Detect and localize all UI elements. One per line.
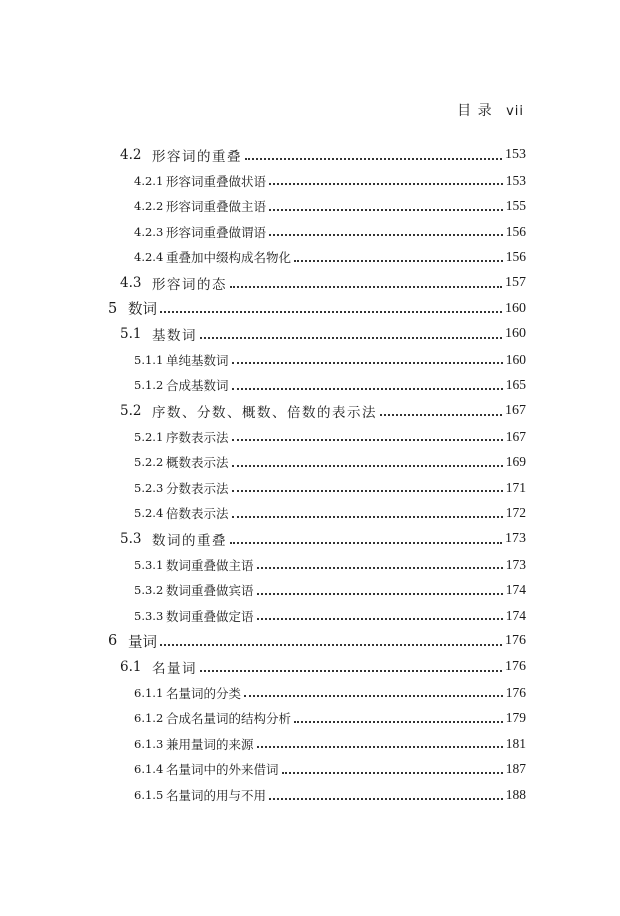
toc-entry-title: 数词重叠做定语 (166, 608, 254, 624)
dot-leader (269, 182, 503, 185)
toc-entry-title: 数词 (128, 302, 157, 319)
toc-entry-page: 181 (505, 735, 526, 751)
dot-leader (257, 745, 503, 748)
toc-entry-title: 数词重叠做主语 (166, 557, 254, 573)
toc-entry-number: 6 (108, 633, 118, 650)
dot-leader (232, 438, 503, 441)
dot-leader (269, 233, 503, 236)
dot-leader (257, 592, 503, 595)
toc-entry-page: 153 (505, 172, 526, 188)
dot-leader (282, 771, 503, 774)
toc-entry-page: 160 (505, 351, 526, 367)
toc-entry-page: 176 (505, 633, 526, 649)
toc-entry (120, 142, 526, 168)
dot-leader (200, 669, 502, 672)
toc-entry-title: 序数表示法 (166, 429, 229, 445)
toc-entry (134, 782, 526, 808)
dot-leader (160, 310, 502, 313)
toc-entry-title: 形容词重叠做状语 (166, 173, 267, 189)
toc-entry-number: 6.1.4 (134, 762, 164, 777)
header-title: 目 录 (457, 103, 493, 119)
toc-entry-page: 165 (505, 377, 526, 393)
toc-entry-title: 单纯基数词 (166, 352, 229, 368)
toc-entry-page: 174 (505, 582, 526, 598)
toc-entry-title: 合成基数词 (166, 378, 229, 394)
toc-entry-title: 数词重叠做宾语 (166, 583, 254, 599)
toc-entry (108, 628, 526, 654)
toc-entry-page: 176 (505, 659, 526, 674)
toc-entry-page: 171 (505, 479, 526, 495)
toc-entry-page: 173 (505, 556, 526, 572)
toc-entry-number: 6.1.3 (134, 736, 164, 751)
dot-leader (232, 515, 503, 518)
dot-leader (257, 617, 503, 620)
toc-entry (134, 500, 526, 526)
toc-entry-page: 155 (505, 198, 526, 214)
toc-entry-number: 5.2 (120, 403, 142, 419)
toc-entry-number: 5.2.3 (134, 480, 164, 495)
toc-entry (134, 219, 526, 245)
toc-entry-title: 合成名量词的结构分析 (166, 711, 292, 727)
toc-entry-title: 形容词的重叠 (152, 149, 242, 165)
toc-entry-page: 157 (505, 275, 526, 290)
toc-entry (134, 731, 526, 757)
dot-leader (294, 720, 503, 723)
toc-entry (120, 526, 526, 552)
dot-leader (232, 464, 503, 467)
toc-entry-number: 5 (108, 300, 118, 317)
toc-entry-title: 基数词 (152, 328, 197, 345)
dot-leader (230, 541, 502, 544)
toc-entry-number: 6.1.1 (134, 685, 164, 700)
toc-entry-title: 形容词重叠做主语 (166, 199, 267, 215)
toc-entry (134, 424, 526, 450)
toc-entry-number: 4.2 (120, 147, 142, 163)
header-page-number: vii (506, 104, 524, 119)
toc-entry-title: 形容词的态 (152, 277, 227, 293)
toc-entry (120, 654, 526, 680)
toc-entry-title: 数词的重叠 (152, 533, 227, 549)
toc-entry-title: 重叠加中缀构成名物化 (166, 250, 292, 266)
toc-entry-title: 概数表示法 (166, 455, 229, 471)
toc-entry-page: 160 (505, 326, 526, 342)
toc-entry-number: 6.1.2 (134, 711, 164, 726)
toc-entry (134, 603, 526, 629)
dot-leader (294, 259, 503, 262)
toc-entry-number: 5.1.2 (134, 378, 164, 393)
dot-leader (200, 336, 502, 339)
toc-entry-title: 兼用量词的来源 (166, 736, 254, 752)
toc-entry-page: 187 (505, 761, 526, 777)
toc-entry-number: 5.2.4 (134, 506, 164, 521)
toc-entry (134, 475, 526, 501)
toc-entry-title: 名量词 (152, 661, 197, 677)
dot-leader (232, 387, 503, 390)
dot-leader (230, 285, 502, 288)
toc-entry-title: 分数表示法 (166, 480, 229, 496)
toc-entry-number: 4.3 (120, 275, 142, 291)
toc-entry-number: 5.3.3 (134, 608, 164, 623)
toc-entry-number: 5.3.2 (134, 583, 164, 598)
dot-leader (244, 694, 503, 697)
toc-entry-number: 5.1 (120, 326, 142, 343)
dot-leader (269, 797, 503, 800)
toc-entry (134, 244, 526, 270)
dot-leader (160, 643, 502, 646)
toc-entry (134, 347, 526, 373)
toc-entry-title: 形容词重叠做谓语 (166, 224, 267, 240)
toc-entry (134, 372, 526, 398)
toc-entry (120, 398, 526, 424)
toc-entry (134, 168, 526, 194)
toc-entry-page: 179 (505, 710, 526, 726)
toc-entry-number: 4.2.3 (134, 224, 164, 239)
toc-entry (134, 552, 526, 578)
toc-entry-page: 174 (505, 607, 526, 623)
toc-entry-title: 序数、分数、概数、倍数的表示法 (152, 405, 377, 421)
toc-entry-title: 名量词中的外来借词 (166, 762, 279, 778)
toc-entry-page: 156 (505, 249, 526, 265)
toc-entry-page: 188 (505, 787, 526, 802)
toc-entry (134, 193, 526, 219)
toc-entry-title: 倍数表示法 (166, 506, 229, 522)
toc-entry (120, 270, 526, 296)
toc-entry (120, 321, 526, 347)
toc-entry-number: 4.2.4 (134, 250, 164, 265)
toc-entry-page: 176 (505, 684, 526, 700)
running-header (457, 100, 524, 120)
toc-entry-number: 4.2.1 (134, 173, 164, 188)
toc-entry-page: 156 (505, 223, 526, 239)
toc-entry-number: 5.2.2 (134, 455, 164, 470)
dot-leader (269, 208, 503, 211)
dot-leader (232, 489, 503, 492)
dot-leader (245, 157, 502, 160)
toc-entry-page: 160 (505, 300, 526, 316)
toc-entry-number: 4.2.2 (134, 199, 164, 214)
toc-entry-number: 6.1 (120, 659, 142, 675)
toc-entry-number: 5.1.1 (134, 352, 164, 367)
toc-entry-page: 173 (505, 531, 526, 546)
toc-entry-page: 167 (505, 428, 526, 444)
dot-leader (232, 361, 503, 364)
toc-entry (134, 449, 526, 475)
toc-entry-number: 5.3.1 (134, 557, 164, 572)
toc-entry-page: 153 (505, 147, 526, 162)
toc-entry (134, 577, 526, 603)
toc-entry-number: 5.2.1 (134, 429, 164, 444)
dot-leader (380, 413, 502, 416)
toc-entry-title: 量词 (128, 634, 157, 651)
dot-leader (257, 566, 503, 569)
toc-entry-title: 名量词的用与不用 (166, 788, 267, 803)
toc-entry (134, 705, 526, 731)
toc-entry-title: 名量词的分类 (166, 685, 242, 701)
toc-entry-number: 6.1.5 (134, 788, 164, 802)
toc-entry-page: 169 (505, 454, 526, 470)
toc-entry (134, 680, 526, 706)
toc-entry-page: 172 (505, 505, 526, 521)
toc-entry-number: 5.3 (120, 531, 142, 547)
toc-entry (134, 756, 526, 782)
toc-entry (108, 296, 526, 322)
toc-entry-page: 167 (505, 403, 526, 418)
